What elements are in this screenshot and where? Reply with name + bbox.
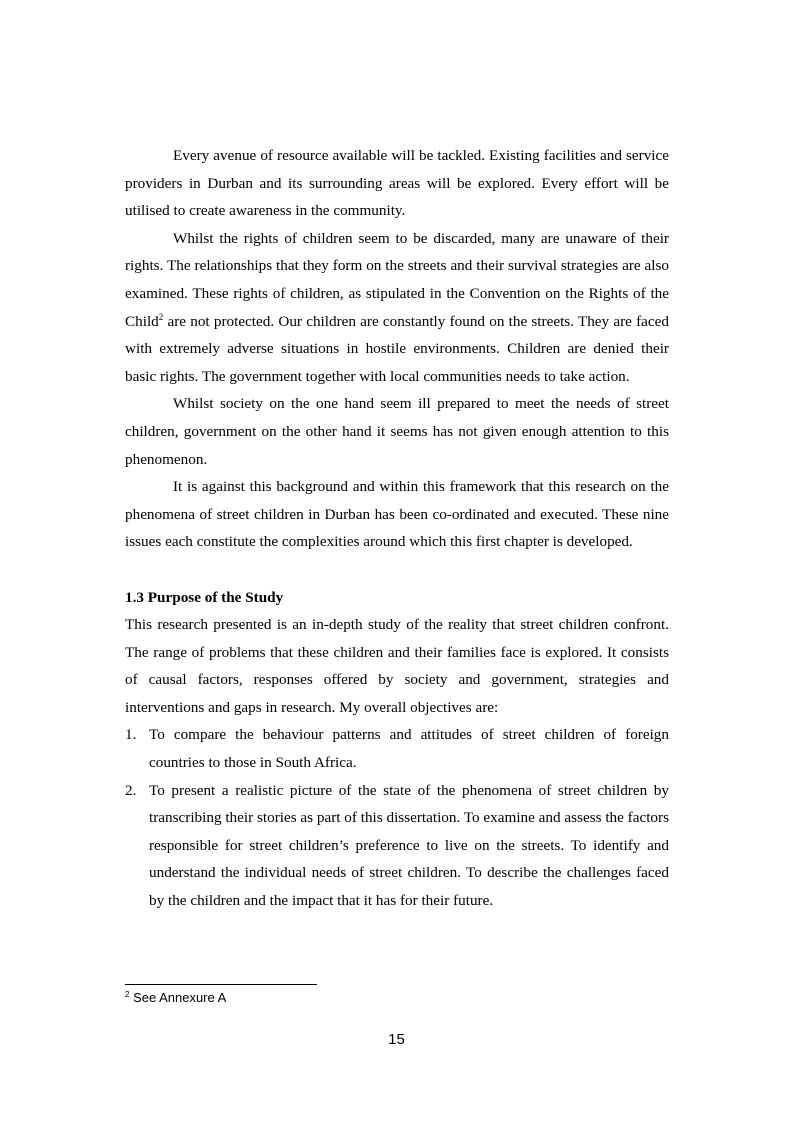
list-item-text: To compare the behaviour patterns and attitudes of street children of foreign countries to those in South Africa. bbox=[149, 726, 669, 772]
list-item-number: 1. bbox=[125, 726, 137, 744]
section-heading: 1.3 Purpose of the Study bbox=[125, 588, 284, 606]
page-number: 15 bbox=[388, 1031, 405, 1048]
paragraph-rights-text-start: Whilst the rights of children seem to be discarded, many are unaware of their rights. The relationships that they form on the streets and their survival strategies are also examined. These rights of children, as stipulated in the Convention on the Rights of the Child bbox=[125, 229, 669, 330]
paragraph-rights-text-end: are not protected. Our children are constantly found on the streets. They are faced with extremely adverse situations in hostile environments. Children are denied their basic rights. The government together with local communities needs to take action. bbox=[125, 312, 669, 385]
paragraph-society: Whilst society on the one hand seem ill prepared to meet the needs of street children, government on the other hand it seems has not given enough attention to this phenomenon. bbox=[125, 395, 669, 468]
footnote-marker: 2 bbox=[125, 990, 130, 999]
section-intro: This research presented is an in-depth study of the reality that street children confront. The range of problems that these children and their families face is explored. It consists of causal factors, responses offered by society and government, strategies and interventions and gaps in research. My overall objectives are: bbox=[125, 616, 669, 716]
list-item-number: 2. bbox=[125, 781, 137, 799]
objectives-list bbox=[125, 721, 669, 914]
footnote-separator bbox=[125, 984, 317, 985]
paragraph-rights bbox=[125, 225, 669, 391]
footnote bbox=[125, 989, 226, 1007]
list-item-text: To present a realistic picture of the state of the phenomena of street children by transcribing their stories as part of this dissertation. To examine and assess the factors responsible for street children’s preference to live on the streets. To identify and understand the individual needs of street children. To describe the challenges faced by the children and the impact that it has for their future. bbox=[149, 781, 669, 910]
page-body bbox=[125, 142, 669, 915]
list-item bbox=[125, 721, 669, 776]
list-item bbox=[125, 777, 669, 915]
paragraph-resources: Every avenue of resource available will be tackled. Existing facilities and service providers in Durban and its surrounding areas will be explored. Every effort will be utilised to create awareness in the community. bbox=[125, 147, 669, 220]
paragraph-background: It is against this background and within this framework that this research on the phenomena of street children in Durban has been co-ordinated and executed. These nine issues each constitute the complexities around which this first chapter is developed. bbox=[125, 478, 669, 551]
footnote-reference: 2 bbox=[158, 311, 164, 322]
footnote-text: See Annexure A bbox=[129, 990, 227, 1005]
